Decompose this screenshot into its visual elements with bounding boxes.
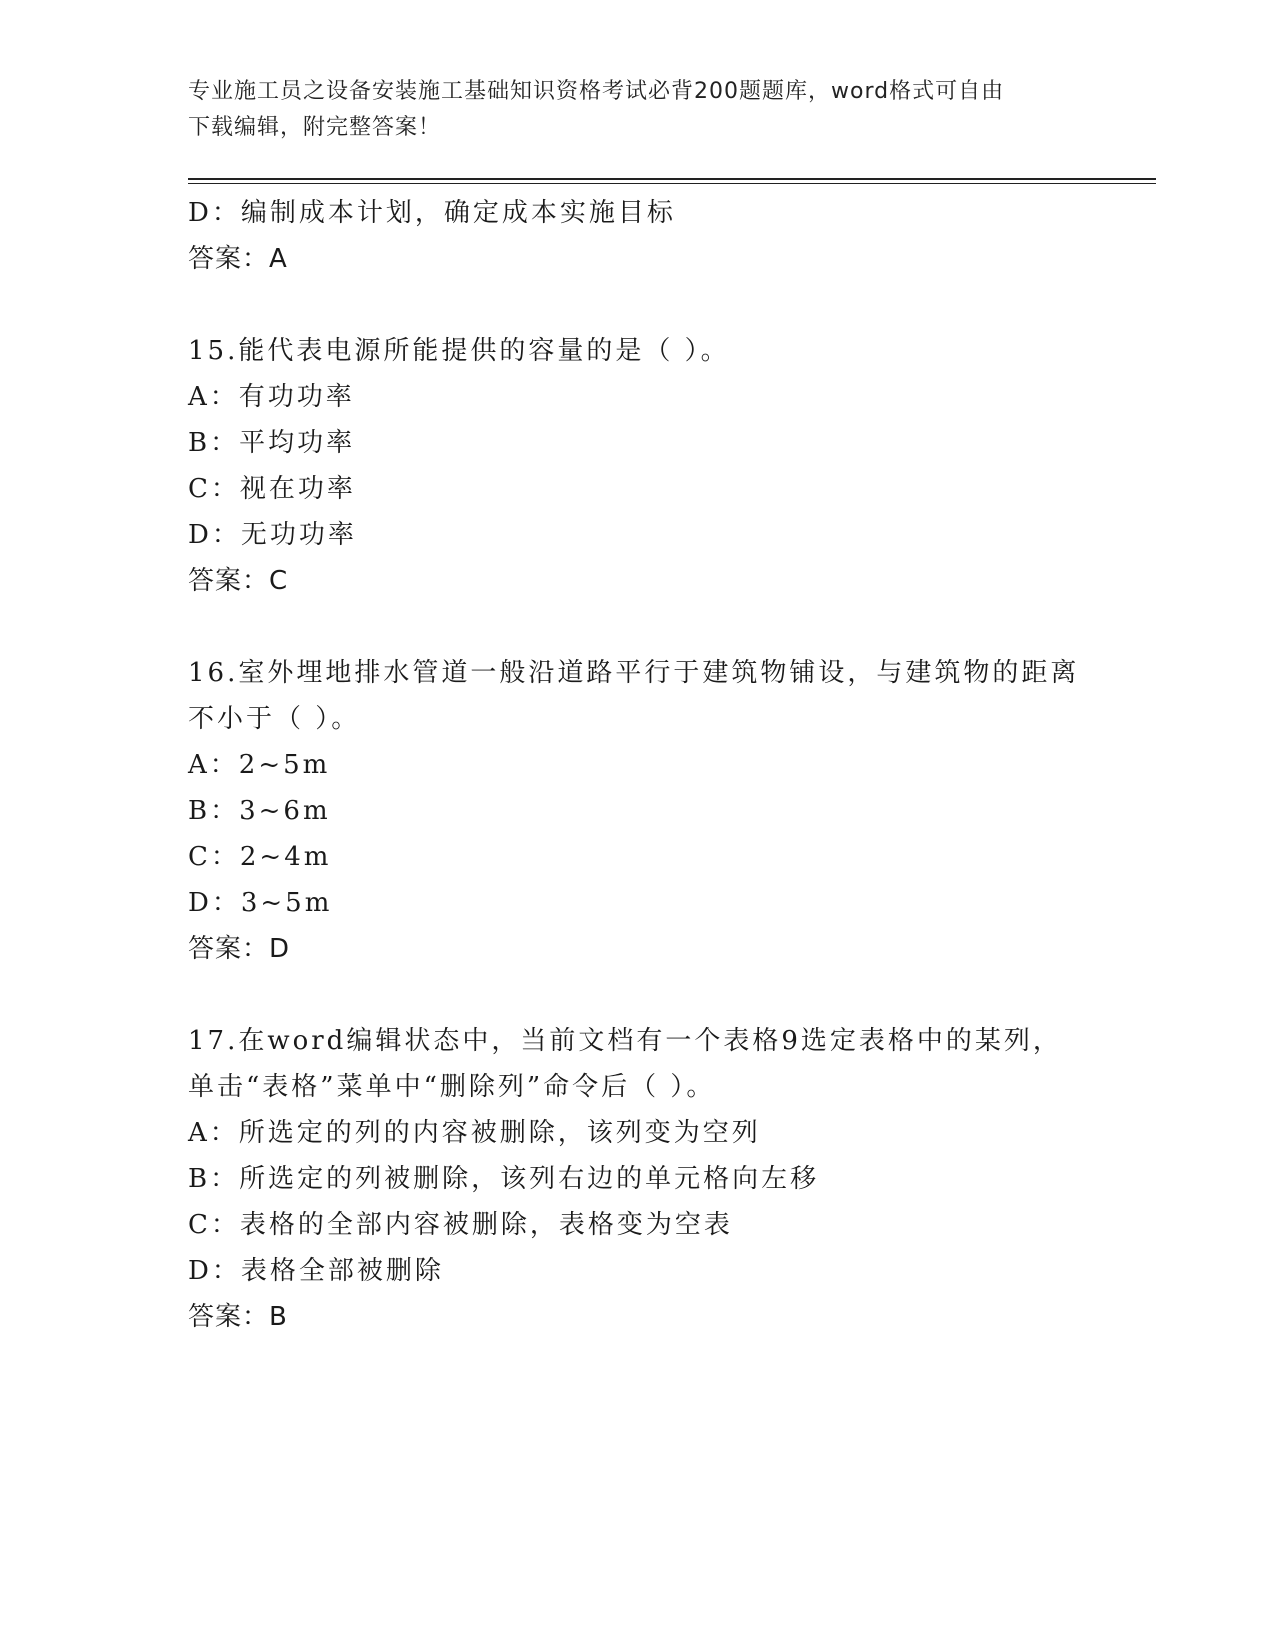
answer: 答案：D (188, 934, 291, 964)
option-d: D：编制成本计划，确定成本实施目标 (188, 198, 676, 228)
question-14-tail (188, 190, 1088, 282)
answer: 答案：B (188, 1302, 288, 1332)
document-body (188, 190, 1088, 1340)
option-c: C：2~4m (188, 842, 332, 872)
option-d: D：3~5m (188, 888, 333, 918)
option-c: C：视在功率 (188, 474, 356, 504)
option-b: B：所选定的列被删除，该列右边的单元格向左移 (188, 1164, 820, 1194)
header-rule-thin (188, 183, 1156, 184)
option-b: B：平均功率 (188, 428, 356, 458)
question-stem: 15.能代表电源所能提供的容量的是（ ）。 (188, 336, 730, 366)
question-stem-line-1: 16.室外埋地排水管道一般沿道路平行于建筑物铺设，与建筑物的距离 (188, 658, 1080, 688)
option-b: B：3~6m (188, 796, 331, 826)
header-rule-thick (188, 178, 1156, 180)
option-d: D：表格全部被删除 (188, 1256, 444, 1286)
answer: 答案：A (188, 244, 288, 274)
header-line-1: 专业施工员之设备安装施工基础知识资格考试必背200题题库，word格式可自由 (188, 79, 1005, 104)
option-a: A：所选定的列的内容被删除，该列变为空列 (188, 1118, 761, 1148)
question-stem-line-2: 不小于（ ）。 (188, 704, 361, 734)
question-16 (188, 650, 1088, 972)
question-stem-line-2: 单击“表格”菜单中“删除列”命令后（ ）。 (188, 1072, 716, 1102)
option-a: A：2~5m (188, 750, 331, 780)
question-stem-line-1: 17.在word编辑状态中，当前文档有一个表格9选定表格中的某列， (188, 1026, 1062, 1056)
header-double-rule (188, 178, 1156, 184)
option-d: D：无功功率 (188, 520, 357, 550)
answer: 答案：C (188, 566, 289, 596)
question-15 (188, 328, 1088, 604)
header-line-2: 下载编辑，附完整答案！ (188, 115, 442, 140)
spacer (188, 972, 1088, 1018)
option-c: C：表格的全部内容被删除，表格变为空表 (188, 1210, 733, 1240)
document-header (188, 74, 1088, 146)
spacer (188, 604, 1088, 650)
option-a: A：有功功率 (188, 382, 355, 412)
question-17 (188, 1018, 1088, 1340)
spacer (188, 282, 1088, 328)
